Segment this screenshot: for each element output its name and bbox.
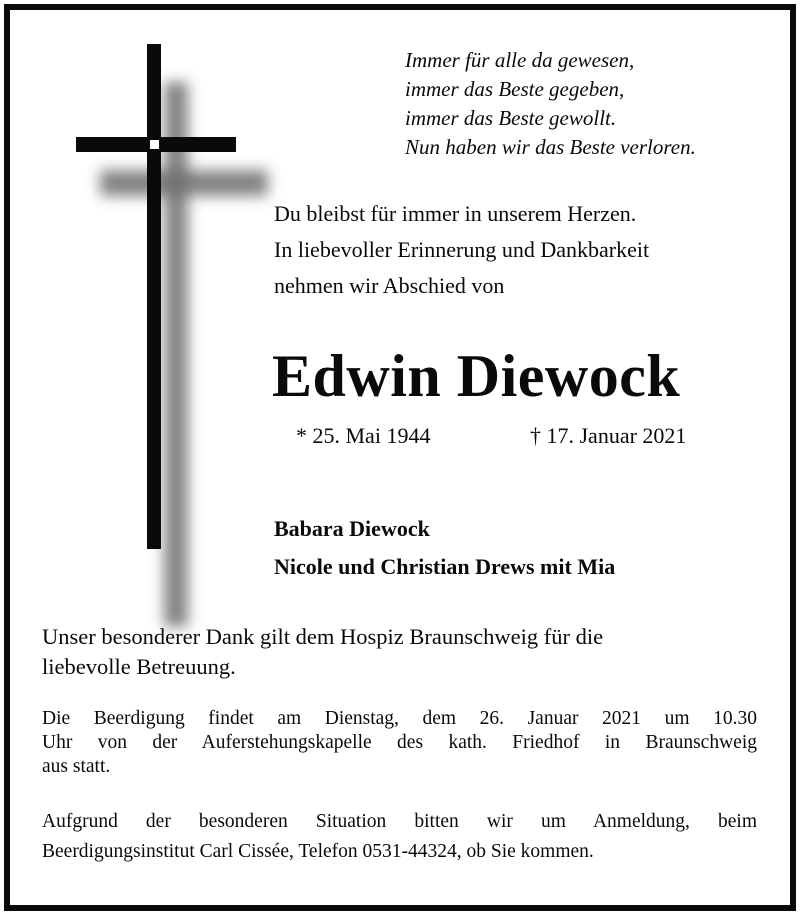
cross-vertical-beam bbox=[147, 44, 161, 549]
registration-line: Beerdigungsinstitut Carl Cissée, Telefon 0531-44324, ob Sie kommen. bbox=[42, 841, 594, 862]
birth-date: * 25. Mai 1944 bbox=[296, 423, 431, 448]
intro-text bbox=[274, 196, 649, 304]
cross-shadow-vertical bbox=[164, 82, 188, 627]
family-names bbox=[274, 510, 615, 586]
intro-line: Du bleibst für immer in unserem Herzen. bbox=[274, 201, 637, 226]
deceased-name: Edwin Diewock bbox=[272, 343, 681, 409]
intro-line: nehmen wir Abschied von bbox=[274, 273, 505, 298]
poem-line: immer das Beste gewollt. bbox=[405, 106, 617, 130]
registration-info bbox=[42, 807, 757, 867]
cross-shadow-horizontal bbox=[100, 170, 268, 196]
cross-center-highlight bbox=[150, 140, 159, 149]
poem-line: immer das Beste gegeben, bbox=[405, 77, 625, 101]
funeral-info bbox=[42, 707, 757, 779]
family-line: Nicole und Christian Drews mit Mia bbox=[274, 554, 616, 579]
death-date: † 17. Januar 2021 bbox=[530, 423, 687, 448]
cross-icon bbox=[70, 42, 270, 597]
funeral-line: aus statt. bbox=[42, 756, 111, 777]
registration-line: Aufgrund der besonderen Situation bitten wir um Anmeldung, beim bbox=[42, 811, 757, 832]
thanks-text bbox=[42, 622, 762, 682]
intro-line: In liebevoller Erinnerung und Dankbarkeit bbox=[274, 237, 650, 262]
funeral-line: Uhr von der Auferstehungskapelle des kath. Friedhof in Braunschweig bbox=[42, 732, 757, 753]
poem-line: Nun haben wir das Beste verloren. bbox=[405, 135, 696, 159]
funeral-line: Die Beerdigung findet am Dienstag, dem 26. Januar 2021 um 10.30 bbox=[42, 708, 757, 729]
poem-line: Immer für alle da gewesen, bbox=[405, 48, 635, 72]
family-line: Babara Diewock bbox=[274, 516, 430, 541]
poem bbox=[405, 46, 696, 162]
thanks-line: Unser besonderer Dank gilt dem Hospiz Braunschweig für die bbox=[42, 624, 604, 649]
thanks-line: liebevolle Betreuung. bbox=[42, 654, 236, 679]
